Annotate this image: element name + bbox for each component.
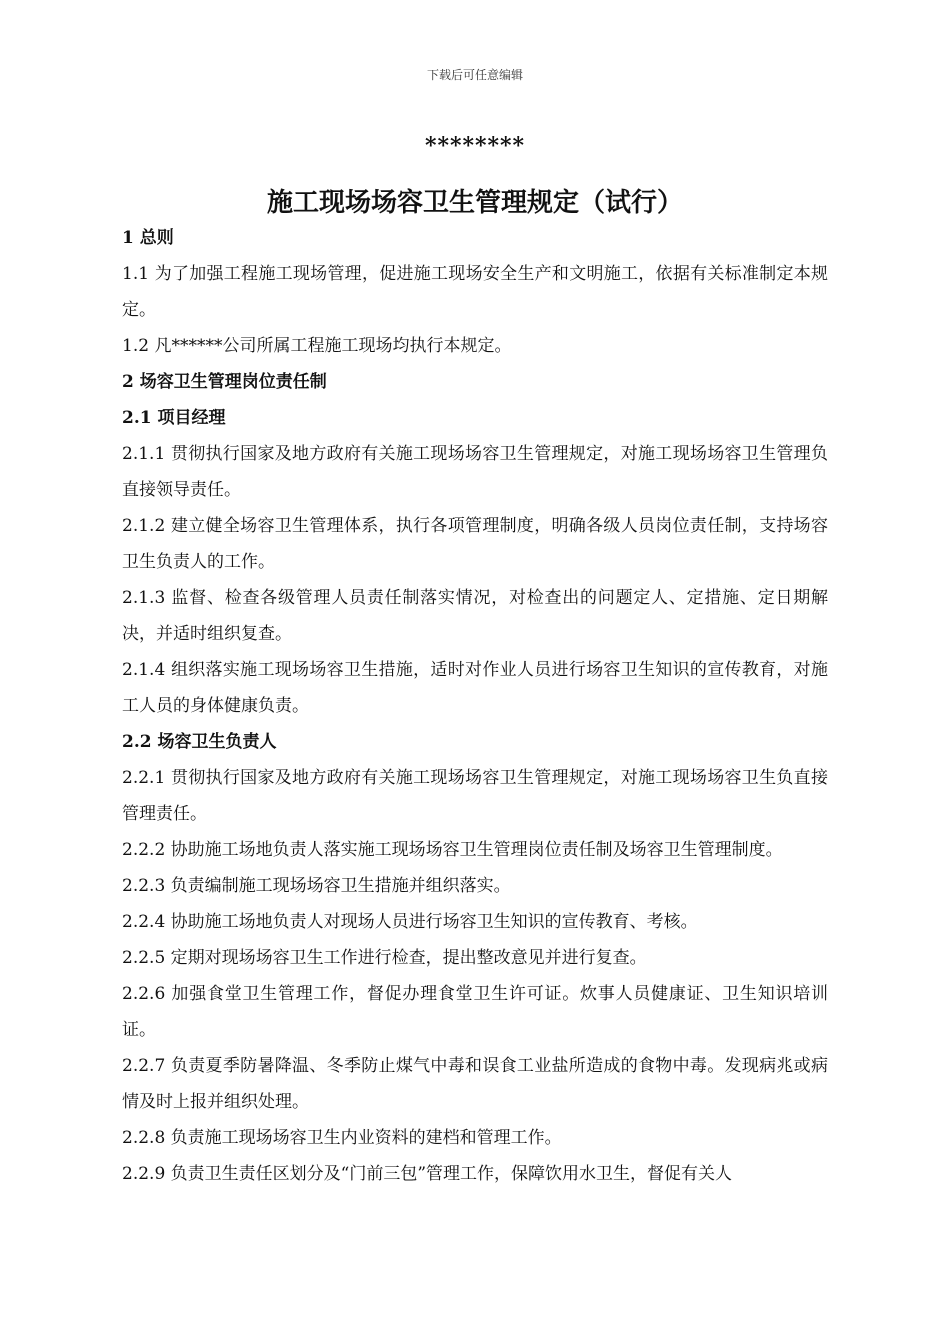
paragraph: 2.2.8 负责施工现场场容卫生内业资料的建档和管理工作。	[122, 1128, 562, 1148]
paragraph: 2.1.3 监督、检查各级管理人员责任制落实情况，对检查出的问题定人、定措施、定日期解决，并适时组织复查。	[122, 588, 828, 644]
paragraph: 2.2.9 负责卫生责任区划分及“门前三包”管理工作，保障饮用水卫生，督促有关人	[122, 1164, 733, 1184]
paragraph: 1.1 为了加强工程施工现场管理，促进施工现场安全生产和文明施工，依据有关标准制定本规定。	[122, 264, 828, 320]
header-note: 下载后可任意编辑	[426, 68, 523, 82]
paragraph: 2.2.6 加强食堂卫生管理工作，督促办理食堂卫生许可证。炊事人员健康证、卫生知识培训证。	[122, 984, 828, 1040]
paragraph: 2.1.4 组织落实施工现场场容卫生措施，适时对作业人员进行场容卫生知识的宣传教育，对施工人员的身体健康负责。	[122, 660, 828, 716]
document-body	[122, 220, 828, 1192]
document-code: ********	[424, 133, 526, 159]
paragraph: 1.2 凡******公司所属工程施工现场均执行本规定。	[122, 336, 512, 356]
subsection-heading: 2.1 项目经理	[122, 408, 226, 428]
section-heading: 2 场容卫生管理岗位责任制	[122, 372, 327, 392]
document-title: 施工现场场容卫生管理规定（试行）	[266, 188, 683, 218]
section-heading: 1 总则	[122, 228, 174, 248]
paragraph: 2.2.2 协助施工场地负责人落实施工现场场容卫生管理岗位责任制及场容卫生管理制度。	[122, 840, 783, 860]
paragraph: 2.2.3 负责编制施工现场场容卫生措施并组织落实。	[122, 876, 511, 896]
paragraph: 2.2.5 定期对现场场容卫生工作进行检查，提出整改意见并进行复查。	[122, 948, 647, 968]
paragraph: 2.1.2 建立健全场容卫生管理体系，执行各项管理制度，明确各级人员岗位责任制，支持场容卫生负责人的工作。	[122, 516, 828, 572]
paragraph: 2.2.7 负责夏季防暑降温、冬季防止煤气中毒和误食工业盐所造成的食物中毒。发现病兆或病情及时上报并组织处理。	[122, 1056, 828, 1112]
paragraph: 2.1.1 贯彻执行国家及地方政府有关施工现场场容卫生管理规定，对施工现场场容卫生管理负直接领导责任。	[122, 444, 828, 500]
subsection-heading: 2.2 场容卫生负责人	[122, 732, 277, 752]
paragraph: 2.2.1 贯彻执行国家及地方政府有关施工现场场容卫生管理规定，对施工现场场容卫生负直接管理责任。	[122, 768, 828, 824]
paragraph: 2.2.4 协助施工场地负责人对现场人员进行场容卫生知识的宣传教育、考核。	[122, 912, 698, 932]
